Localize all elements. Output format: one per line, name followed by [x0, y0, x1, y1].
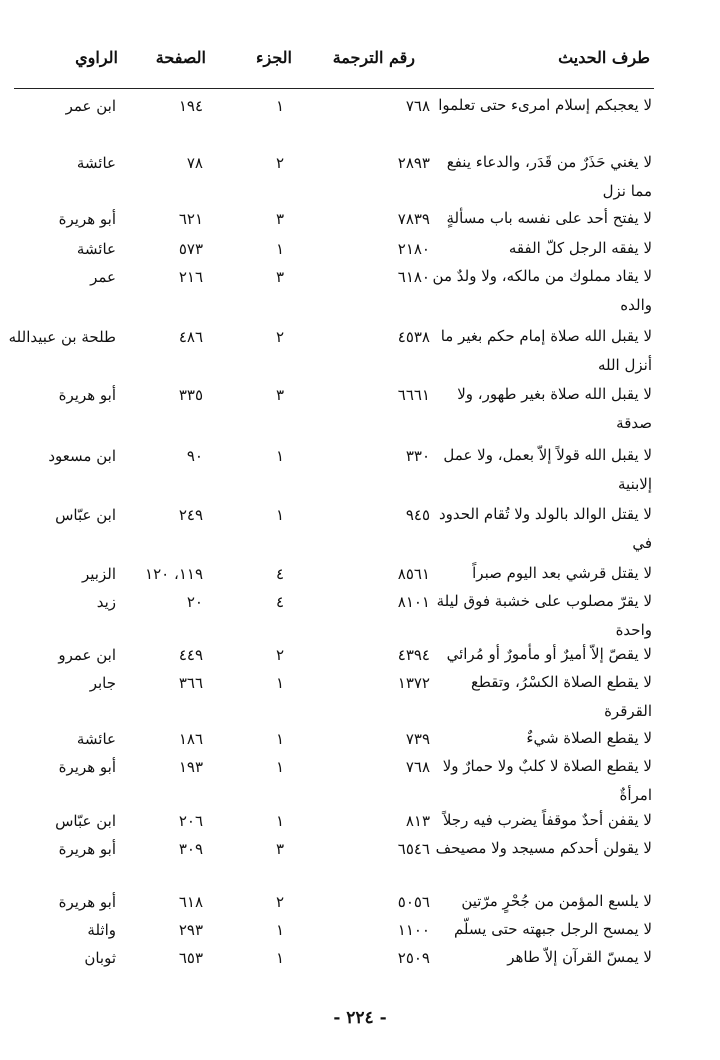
row-page: ٣٦٦: [178, 674, 203, 692]
row-hadith: لا يقتل قرشي بعد اليوم صبراً: [472, 564, 652, 582]
row-page: ٢٠٦: [178, 812, 203, 830]
row-translation-number: ٨١٣: [405, 812, 430, 830]
row-narrator: ثوبان: [84, 949, 116, 967]
row-juz: ٣: [275, 210, 285, 228]
row-page: ٩٠: [186, 447, 203, 465]
header-narrator: الراوي: [75, 48, 118, 67]
row-narrator: عائشة: [76, 730, 116, 748]
row-translation-number: ٢١٨٠: [397, 240, 430, 258]
row-translation-number: ٧٦٨: [405, 97, 430, 115]
row-hadith: لا يقبل الله قولاً إلاّ بعمل، ولا عمل إلابنية: [443, 446, 652, 493]
header-juz: الجزء: [256, 48, 292, 67]
row-hadith: لا يلسع المؤمن من جُحْرٍ مرّتين: [461, 892, 652, 910]
row-hadith: لا يفقه الرجل كلّ الفقه: [508, 239, 652, 257]
row-page: ٢٤٩: [178, 506, 203, 524]
row-page: ٢١٦: [178, 268, 203, 286]
row-page: ٢٩٣: [178, 921, 203, 939]
row-hadith: لا يقاد مملوك من مالكه، ولا ولدٌ من والده: [432, 267, 652, 314]
row-narrator: ابن عمرو: [58, 646, 116, 664]
row-juz: ١: [275, 240, 285, 258]
row-hadith: لا يقصّ إلاّ أميرٌ أو مأمورٌ أو مُرائي: [446, 645, 652, 663]
row-translation-number: ٢٨٩٣: [397, 154, 430, 172]
row-narrator: ابن عبّاس: [55, 506, 116, 524]
row-hadith: لا يقبل الله صلاة بغير طهور، ولا صدقة: [457, 385, 652, 432]
row-juz: ١: [275, 812, 285, 830]
row-juz: ٢: [275, 646, 285, 664]
row-page: ٥٧٣: [178, 240, 203, 258]
row-page: ٣٠٩: [178, 840, 203, 858]
row-juz: ١: [275, 674, 285, 692]
row-narrator: أبو هريرة: [58, 758, 116, 776]
row-juz: ٢: [275, 154, 285, 172]
row-translation-number: ٦٦٦١: [397, 386, 430, 404]
row-page: ٤٨٦: [178, 328, 203, 346]
row-hadith: لا يقفن أحدٌ موقفاً يضرب فيه رجلاً: [442, 811, 652, 829]
row-narrator: أبو هريرة: [58, 840, 116, 858]
header-page: الصفحة: [155, 48, 206, 67]
row-translation-number: ١١٠٠: [397, 921, 430, 939]
row-translation-number: ٤٥٣٨: [397, 328, 430, 346]
row-translation-number: ٨١٠١: [397, 593, 430, 611]
row-hadith: لا يقرّ مصلوب على خشبة فوق ليلة واحدة: [436, 592, 652, 639]
row-translation-number: ٥٠٥٦: [397, 893, 430, 911]
row-page: ١١٩، ١٢٠: [145, 565, 203, 583]
row-translation-number: ٣٣٠: [405, 447, 430, 465]
row-narrator: ابن عبّاس: [55, 812, 116, 830]
row-narrator: أبو هريرة: [58, 210, 116, 228]
row-juz: ١: [275, 97, 285, 115]
row-translation-number: ٦١٨٠: [397, 268, 430, 286]
row-narrator: أبو هريرة: [58, 893, 116, 911]
row-narrator: عمر: [90, 268, 116, 286]
row-hadith: لا يقتل الوالد بالولد ولا تُقام الحدود في: [438, 505, 652, 552]
row-hadith: لا يغني حَذَرٌ من قَدَر، والدعاء ينفع مما نزل: [446, 153, 652, 200]
page-number: - ٢٢٤ -: [333, 1008, 387, 1028]
row-translation-number: ٩٤٥: [405, 506, 430, 524]
row-page: ٣٣٥: [178, 386, 203, 404]
row-juz: ٣: [275, 840, 285, 858]
row-hadith: لا يقطع الصلاة الكسْرُ، وتقطع القرقرة: [470, 673, 652, 720]
row-translation-number: ٧٦٨: [405, 758, 430, 776]
row-juz: ١: [275, 447, 285, 465]
row-hadith: لا يقطع الصلاة شيءٌ: [526, 729, 652, 747]
row-juz: ٣: [275, 268, 285, 286]
row-page: ٧٨: [186, 154, 203, 172]
row-narrator: أبو هريرة: [58, 386, 116, 404]
row-page: ٦١٨: [178, 893, 203, 911]
row-translation-number: ١٣٧٢: [397, 674, 430, 692]
row-juz: ١: [275, 921, 285, 939]
row-hadith: لا يقبل الله صلاة إمام حكم بغير ما أنزل الله: [440, 327, 652, 374]
header-hadith: طرف الحديث: [558, 48, 650, 67]
row-page: ١٨٦: [178, 730, 203, 748]
row-hadith: لا يقولن أحدكم مسيجد ولا مصيحف: [435, 839, 652, 857]
row-narrator: ابن عمر: [65, 97, 116, 115]
row-translation-number: ٧٣٩: [405, 730, 430, 748]
row-hadith: لا يقطع الصلاة لا كلبٌ ولا حمارٌ ولا امرأةٌ: [442, 757, 652, 804]
row-hadith: لا يفتح أحد على نفسه باب مسألةٍ: [446, 209, 652, 227]
row-juz: ١: [275, 949, 285, 967]
row-page: ٢٠: [186, 593, 203, 611]
row-hadith: لا يمسح الرجل جبهته حتى يسلّم: [453, 920, 652, 938]
row-page: ٦٥٣: [178, 949, 203, 967]
row-narrator: الزبير: [82, 565, 116, 583]
row-narrator: ابن مسعود: [48, 447, 116, 465]
row-juz: ٣: [275, 386, 285, 404]
row-translation-number: ٤٣٩٤: [397, 646, 430, 664]
row-hadith: لا يمسّ القرآن إلاّ طاهر: [507, 948, 652, 966]
row-hadith: لا يعجبكم إسلام امرىء حتى تعلموا: [438, 96, 652, 114]
row-juz: ١: [275, 730, 285, 748]
row-page: ٦٢١: [178, 210, 203, 228]
row-juz: ٢: [275, 893, 285, 911]
row-juz: ١: [275, 506, 285, 524]
row-narrator: جابر: [89, 674, 116, 692]
row-translation-number: ٢٥٠٩: [397, 949, 430, 967]
row-page: ١٩٣: [178, 758, 203, 776]
row-juz: ٤: [275, 565, 285, 583]
row-narrator: زيد: [96, 593, 116, 611]
row-narrator: عائشة: [76, 240, 116, 258]
row-narrator: طلحة بن عبيدالله: [8, 328, 116, 346]
row-narrator: واثلة: [87, 921, 116, 939]
header-rule: [14, 88, 654, 89]
row-translation-number: ٨٥٦١: [397, 565, 430, 583]
row-page: ١٩٤: [178, 97, 203, 115]
row-juz: ٢: [275, 328, 285, 346]
header-translation: رقم الترجمة: [332, 48, 415, 67]
row-translation-number: ٧٨٣٩: [397, 210, 430, 228]
row-narrator: عائشة: [76, 154, 116, 172]
row-page: ٤٤٩: [178, 646, 203, 664]
row-juz: ١: [275, 758, 285, 776]
row-translation-number: ٦٥٤٦: [397, 840, 430, 858]
row-juz: ٤: [275, 593, 285, 611]
